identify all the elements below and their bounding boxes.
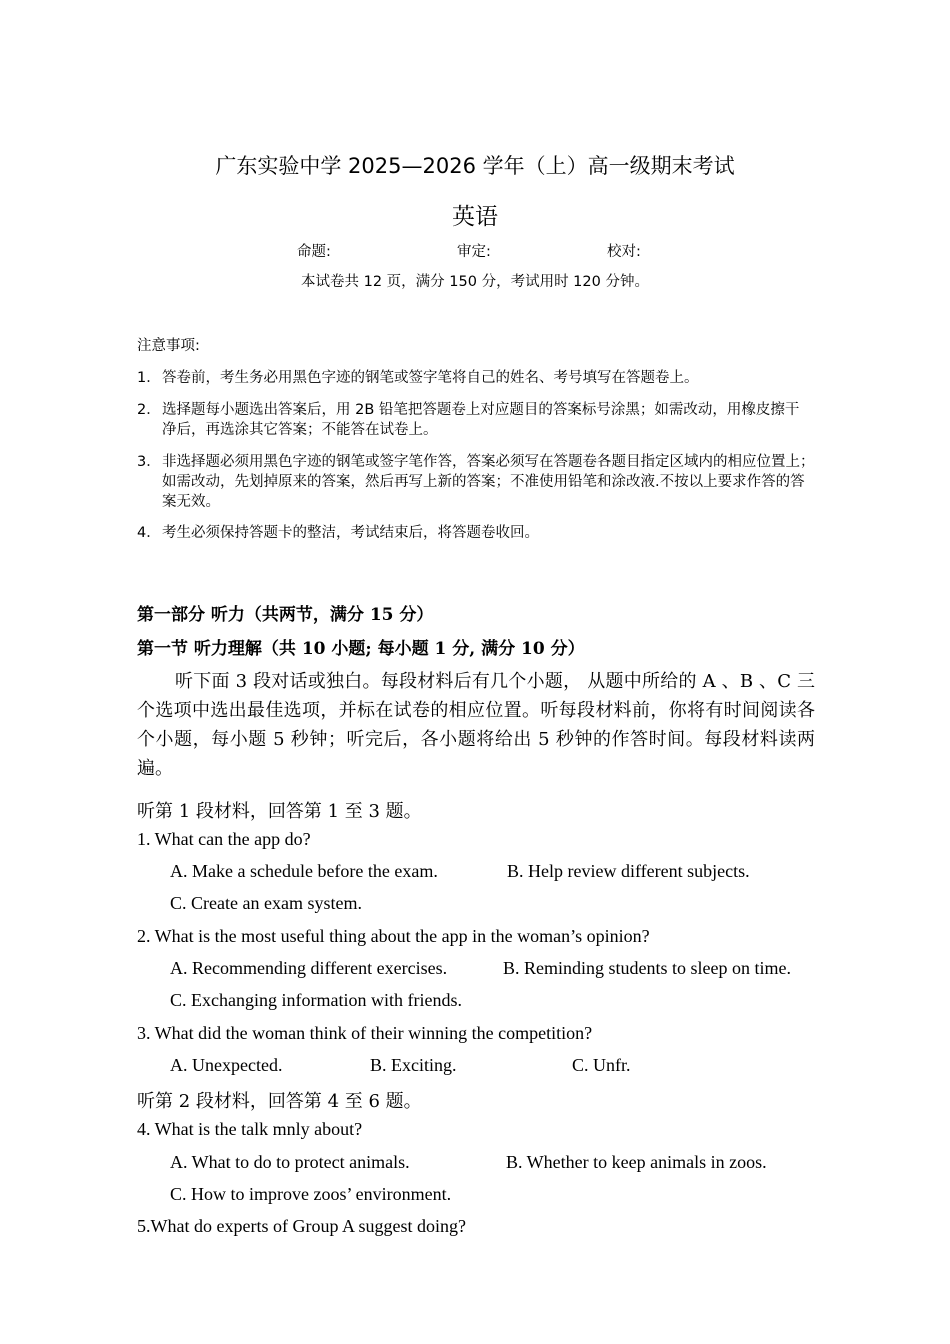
q4-option-a: A. What to do to protect animals. — [170, 1152, 410, 1172]
exam-meta: 本试卷共 12 页，满分 150 分，考试用时 120 分钟。 — [301, 274, 649, 290]
roles-row — [0, 240, 950, 260]
role-reviewer: 审定: — [457, 244, 491, 260]
part1-title: 第一部分 听力（共两节，满分 15 分） — [137, 605, 434, 625]
subject-title: 英语 — [452, 204, 498, 230]
q2-option-a: A. Recommending different exercises. — [170, 958, 448, 978]
exam-title: 广东实验中学 2025—2026 学年（上）高一级期末考试 — [215, 154, 735, 178]
material-1-instruction: 听第 1 段材料，回答第 1 至 3 题。 — [137, 801, 422, 822]
section1-intro: 听下面 3 段对话或独白。每段材料后有几个小题， 从题中所给的 A 、B 、C 三个选项中选出最佳选项，并标在试卷的相应位置。听每段材料前，你将有时间阅读各个小题，每小题 5 秒钟；听完后，各小题将给出 5 秒钟的作答时间。每段材料读两遍。 — [137, 671, 815, 779]
note-item — [137, 368, 817, 390]
q1-option-c: C. Create an exam system. — [170, 893, 362, 913]
q4-option-c: C. How to improve zoos’ environment. — [170, 1184, 452, 1204]
note-item — [137, 400, 817, 444]
question-2: 2. What is the most useful thing about the app in the woman’s opinion? — [137, 926, 650, 946]
note-number: 1． — [137, 370, 161, 386]
section1-title: 第一节 听力理解（共 10 小题; 每小题 1 分, 满分 10 分） — [137, 639, 585, 659]
question-1: 1. What can the app do? — [137, 829, 311, 849]
note-text: 考生必须保持答题卡的整洁，考试结束后，将答题卷收回。 — [162, 525, 539, 541]
material-2-instruction: 听第 2 段材料，回答第 4 至 6 题。 — [137, 1091, 422, 1112]
note-number: 3． — [137, 454, 161, 470]
q2-option-c: C. Exchanging information with friends. — [170, 990, 462, 1010]
role-author: 命题: — [297, 244, 331, 260]
question-5: 5.What do experts of Group A suggest doing? — [137, 1216, 466, 1236]
q3-option-a: A. Unexpected. — [170, 1055, 283, 1075]
question-4: 4. What is the talk mnly about? — [137, 1119, 363, 1139]
note-number: 4． — [137, 525, 161, 541]
note-text: 答卷前，考生务必用黑色字迹的钢笔或签字笔将自己的姓名、考号填写在答题卷上。 — [162, 370, 699, 386]
q3-option-c: C. Unfr. — [572, 1055, 631, 1075]
note-item — [137, 452, 817, 516]
q2-option-b: B. Reminding students to sleep on time. — [503, 958, 791, 978]
note-number: 2． — [137, 402, 161, 418]
note-text: 选择题每小题选出答案后，用 2B 铅笔把答题卷上对应题目的答案标号涂黑；如需改动，用橡皮擦干净后，再选涂其它答案；不能答在试卷上。 — [162, 402, 800, 438]
note-text: 非选择题必须用黑色字迹的钢笔或签字笔作答，答案必须写在答题卷各题目指定区域内的相应位置上；如需改动，先划掉原来的答案，然后再写上新的答案；不准使用铅笔和涂改液.不按以上要求作答的答案无效。 — [162, 454, 815, 510]
q1-option-b: B. Help review different subjects. — [507, 861, 750, 881]
note-item — [137, 523, 817, 545]
role-proofreader: 校对: — [607, 244, 641, 260]
question-3: 3. What did the woman think of their winning the competition? — [137, 1023, 593, 1043]
q1-option-a: A. Make a schedule before the exam. — [170, 861, 438, 881]
notes-heading: 注意事项: — [137, 338, 200, 354]
q3-option-b: B. Exciting. — [370, 1055, 457, 1075]
q4-option-b: B. Whether to keep animals in zoos. — [506, 1152, 767, 1172]
